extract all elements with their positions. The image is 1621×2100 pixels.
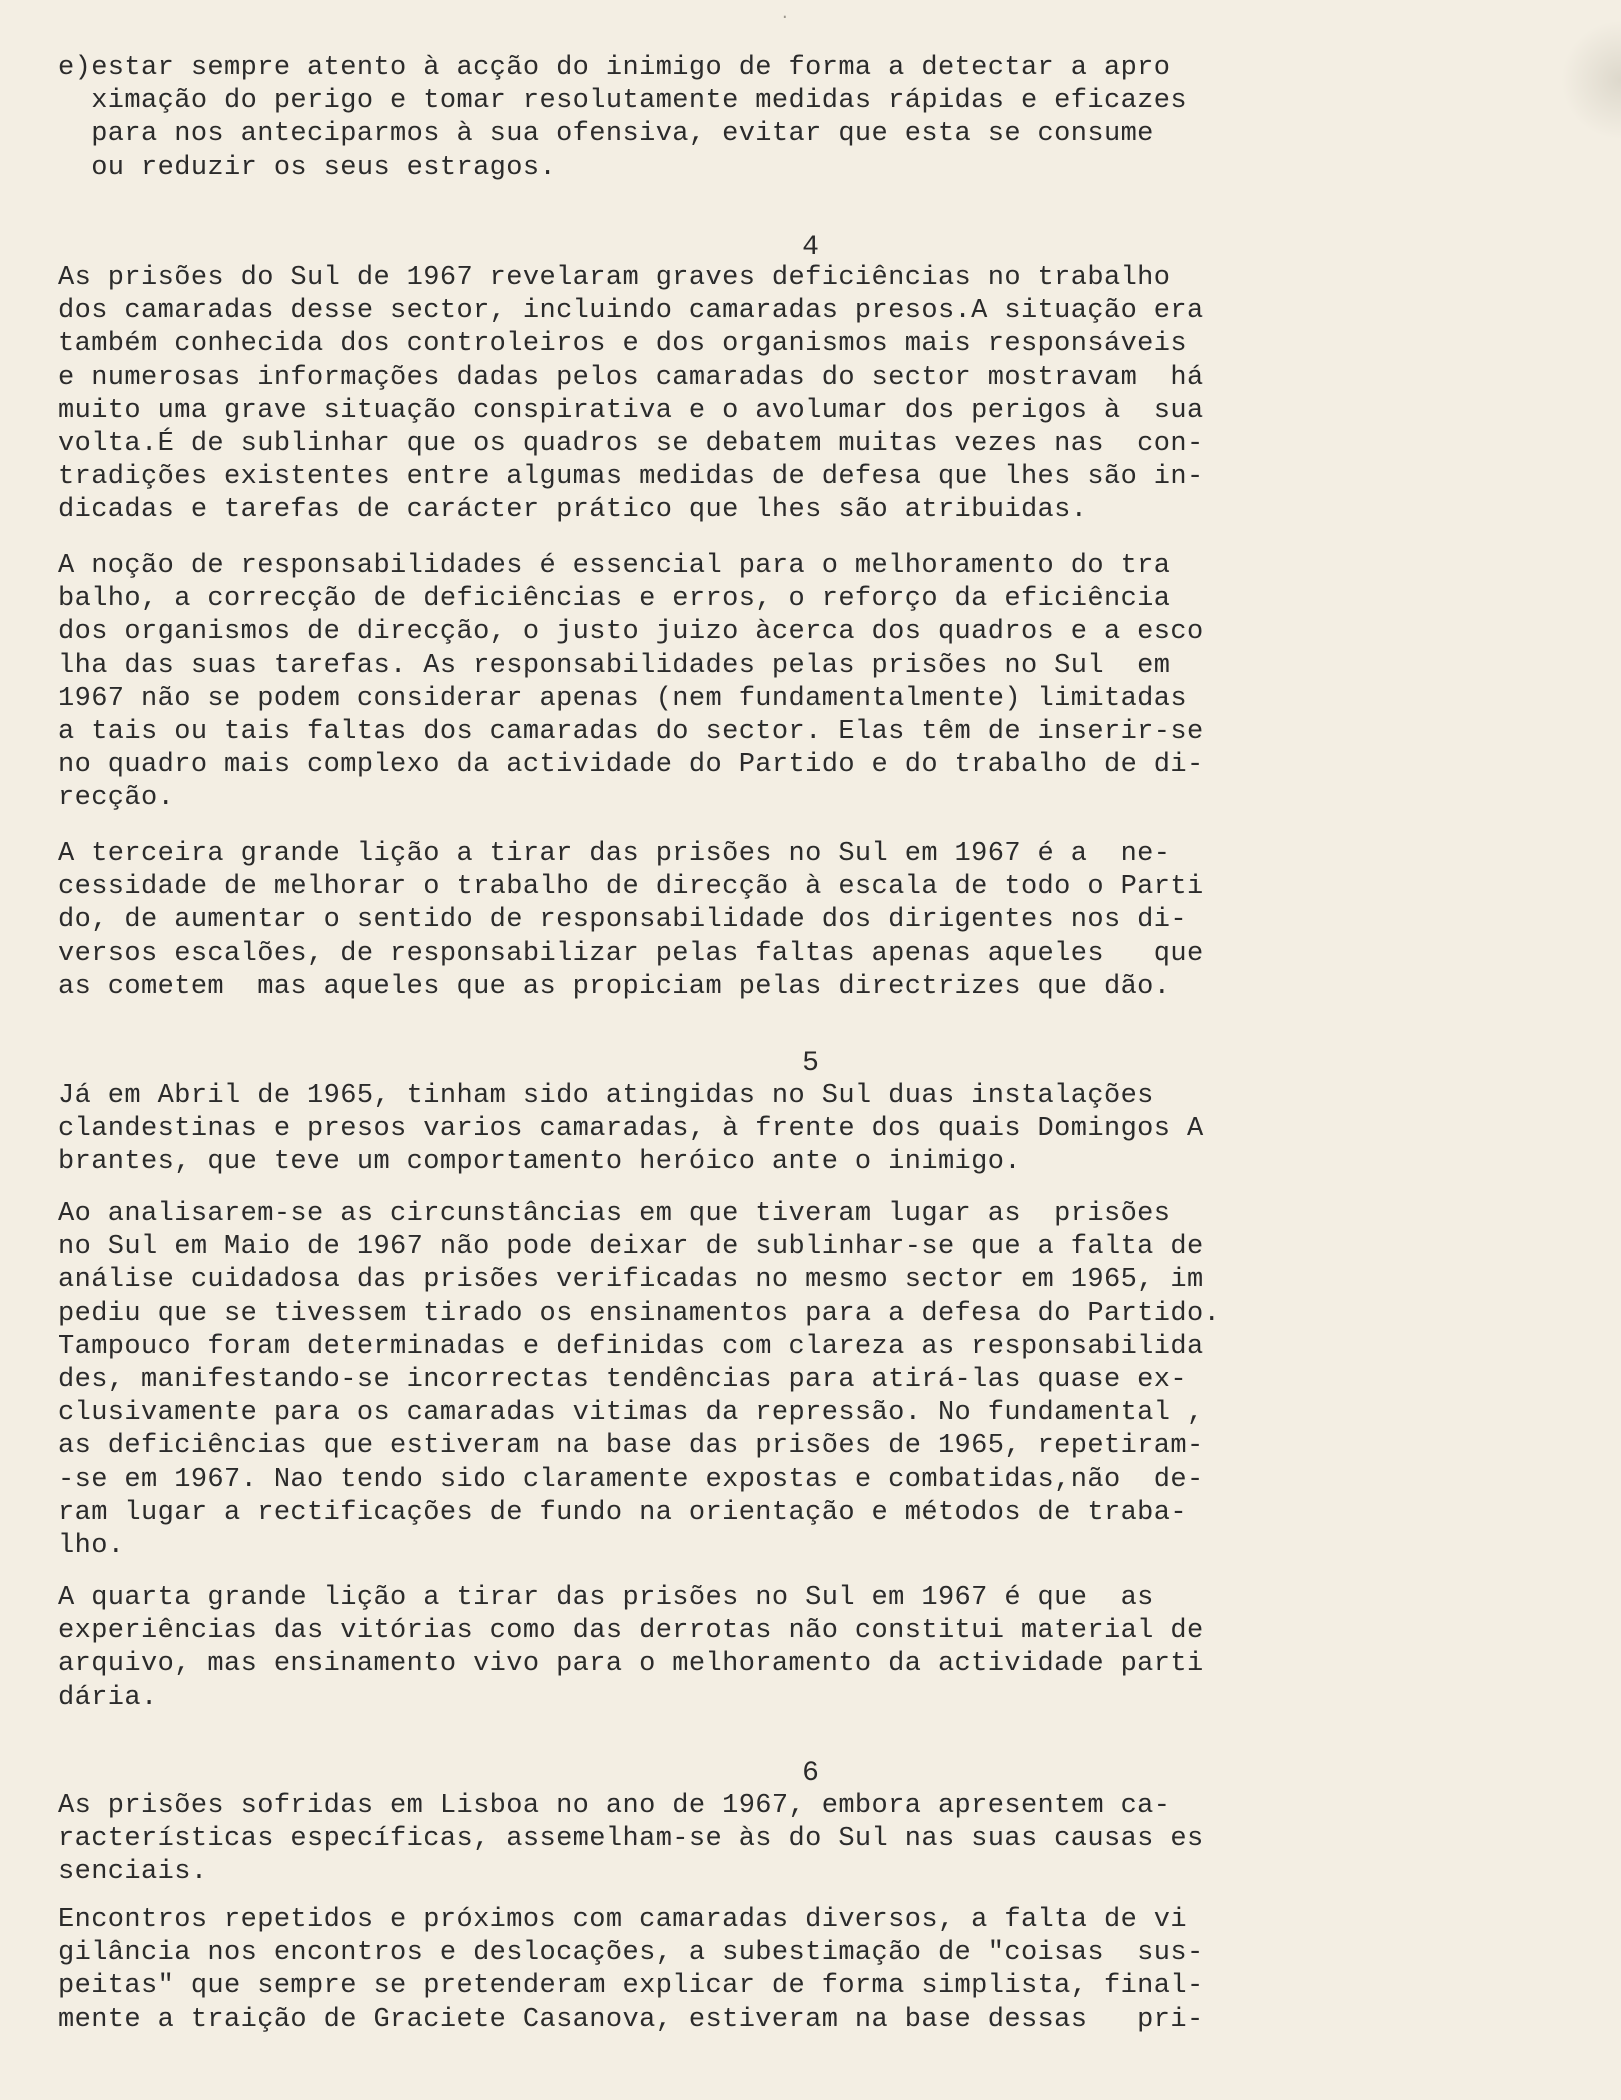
text-line: brantes, que teve um comportamento heróico ante o inimigo. [58,1147,1021,1178]
paragraph-6b [58,1904,1468,2037]
text-line: experiências das vitórias como das derrotas não constitui material de [58,1616,1204,1647]
text-line: as cometem mas aqueles que as propiciam pelas directrizes que dão. [58,971,1171,1002]
paragraph-e [58,52,1468,185]
text-line: análise cuidadosa das prisões verificadas no mesmo sector em 1965, im [58,1265,1204,1296]
text-line: Já em Abril de 1965, tinham sido atingidas no Sul duas instalações [58,1081,1154,1111]
text-line: balho, a correcção de deficiências e erros, o reforço da eficiência [58,584,1171,615]
text-line: A terceira grande lição a tirar das prisões no Sul em 1967 é a ne- [58,839,1171,869]
text-line: A quarta grande lição a tirar das prisões no Sul em 1967 é que as [58,1583,1154,1613]
text-line: no Sul em Maio de 1967 não pode deixar de sublinhar-se que a falta de [58,1232,1204,1263]
text-line: peitas" que sempre se pretenderam explicar de forma simplista, final- [58,1971,1204,2002]
paragraph-5b [58,1198,1468,1563]
text-line: Ao analisarem-se as circunstâncias em que tiveram lugar as prisões [58,1199,1171,1229]
text-line: dicadas e tarefas de carácter prático que lhes são atribuidas. [58,495,1088,526]
section-number-5: 5 [802,1048,819,1079]
text-line: e numerosas informações dadas pelos camaradas do sector mostravam há [58,362,1204,393]
text-line: As prisões sofridas em Lisboa no ano de 1967, embora apresentem ca- [58,1791,1171,1821]
text-line: dos camaradas desse sector, incluindo camaradas presos.A situação era [58,296,1204,327]
text-line: versos escalões, de responsabilizar pelas faltas apenas aqueles que [58,938,1204,969]
section-number-4: 4 [802,232,819,263]
text-line: senciais. [58,1857,208,1888]
text-line: ram lugar a rectificações de fundo na orientação e métodos de traba- [58,1497,1187,1528]
text-line: gilância nos encontros e deslocações, a subestimação de "coisas sus- [58,1938,1204,1969]
text-line: lho. [58,1530,125,1561]
text-line: arquivo, mas ensinamento vivo para o melhoramento da actividade parti [58,1649,1204,1680]
paragraph-5c [58,1582,1468,1715]
text-line: pediu que se tivessem tirado os ensinamentos para a defesa do Partido. [58,1298,1221,1329]
paragraph-6a [58,1790,1468,1890]
text-line: volta.É de sublinhar que os quadros se debatem muitas vezes nas con- [58,428,1204,459]
paragraph-4b [58,550,1468,816]
page-mark: · [780,8,790,26]
paragraph-4a [58,262,1468,528]
text-line: dária. [58,1682,158,1713]
text-line: a tais ou tais faltas dos camaradas do sector. Elas têm de inserir-se [58,716,1204,747]
text-line: A noção de responsabilidades é essencial para o melhoramento do tra [58,551,1171,581]
text-line: racterísticas específicas, assemelham-se às do Sul nas suas causas es [58,1824,1204,1855]
text-line: clusivamente para os camaradas vitimas da repressão. No fundamental , [58,1398,1204,1429]
text-line: Tampouco foram determinadas e definidas com clareza as responsabilida [58,1331,1204,1362]
text-line: recção. [58,783,175,814]
text-line: e)estar sempre atento à acção do inimigo de forma a detectar a apro [58,53,1171,83]
text-line: Encontros repetidos e próximos com camaradas diversos, a falta de vi [58,1905,1187,1935]
text-line: -se em 1967. Nao tendo sido claramente expostas e combatidas,não de- [58,1464,1204,1495]
text-line: clandestinas e presos varios camaradas, à frente dos quais Domingos A [58,1114,1204,1145]
text-line: para nos anteciparmos à sua ofensiva, evitar que esta se consume [58,119,1154,150]
text-line: 1967 não se podem considerar apenas (nem fundamentalmente) limitadas [58,683,1187,714]
text-line: lha das suas tarefas. As responsabilidades pelas prisões no Sul em [58,650,1171,681]
paragraph-4c [58,838,1468,1004]
text-line: muito uma grave situação conspirativa e o avolumar dos perigos à sua [58,395,1204,426]
text-line: as deficiências que estiveram na base das prisões de 1965, repetiram- [58,1431,1204,1462]
text-line: cessidade de melhorar o trabalho de direcção à escala de todo o Parti [58,872,1204,903]
text-line: mente a traição de Graciete Casanova, estiveram na base dessas pri- [58,2004,1204,2035]
paper-stain [1561,20,1621,140]
text-line: As prisões do Sul de 1967 revelaram graves deficiências no trabalho [58,263,1171,293]
text-line: no quadro mais complexo da actividade do Partido e do trabalho de di- [58,750,1204,781]
text-line: des, manifestando-se incorrectas tendências para atirá-las quase ex- [58,1364,1187,1395]
text-line: também conhecida dos controleiros e dos organismos mais responsáveis [58,329,1187,360]
text-line: ximação do perigo e tomar resolutamente medidas rápidas e eficazes [58,86,1187,117]
text-line: tradições existentes entre algumas medidas de defesa que lhes são in- [58,462,1204,493]
text-line: ou reduzir os seus estragos. [58,152,557,183]
text-line: dos organismos de direcção, o justo juizo àcerca dos quadros e a esco [58,617,1204,648]
paragraph-5a [58,1080,1468,1180]
text-line: do, de aumentar o sentido de responsabilidade dos dirigentes nos di- [58,905,1187,936]
section-number-6: 6 [802,1758,819,1789]
